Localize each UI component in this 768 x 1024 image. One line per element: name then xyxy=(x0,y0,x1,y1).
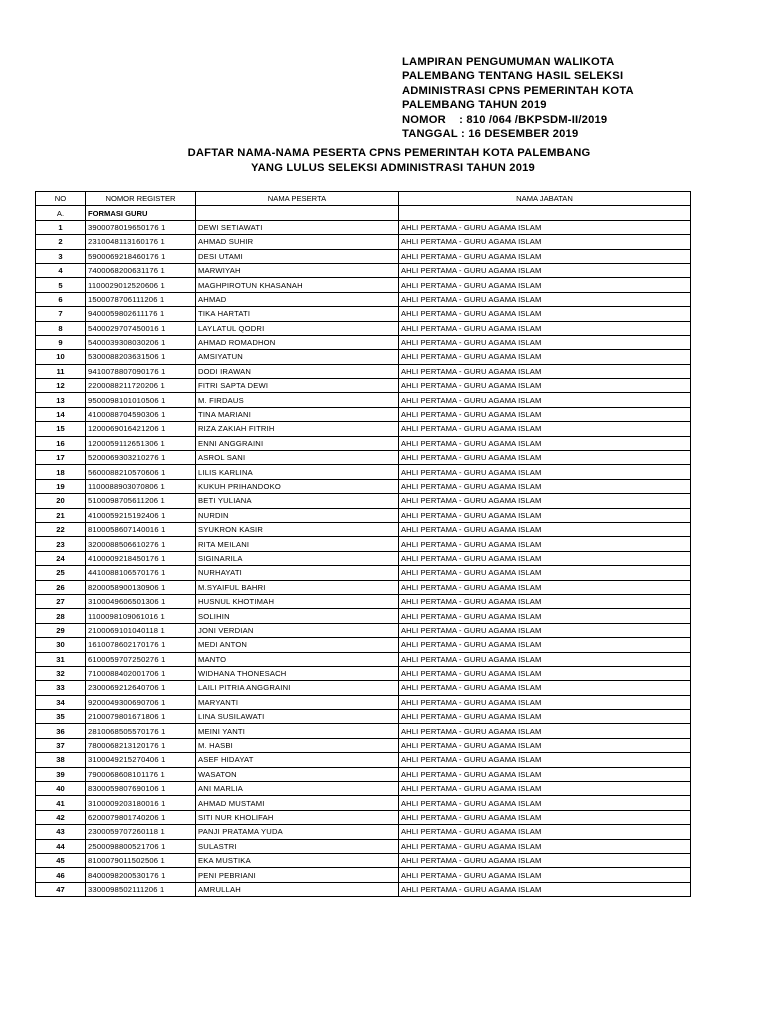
register-number: 8100079011502506 1 xyxy=(86,853,196,867)
table-row xyxy=(36,566,691,580)
register-number: 5200069303210276 1 xyxy=(86,451,196,465)
register-number: 3200088506610276 1 xyxy=(86,537,196,551)
participant-name: RITA MEILANI xyxy=(196,537,399,551)
header-line-nomor: NOMOR : 810 /064 /BKPSDM-II/2019 xyxy=(402,113,608,126)
announcement-header xyxy=(402,55,702,141)
position-name: AHLI PERTAMA - GURU AGAMA ISLAM xyxy=(399,839,691,853)
position-name: AHLI PERTAMA - GURU AGAMA ISLAM xyxy=(399,738,691,752)
position-name: AHLI PERTAMA - GURU AGAMA ISLAM xyxy=(399,508,691,522)
register-number: 3100009203180016 1 xyxy=(86,796,196,810)
row-number: 9 xyxy=(36,335,86,349)
participant-name: MARYANTI xyxy=(196,695,399,709)
row-number: 5 xyxy=(36,278,86,292)
position-name: AHLI PERTAMA - GURU AGAMA ISLAM xyxy=(399,782,691,796)
position-name: AHLI PERTAMA - GURU AGAMA ISLAM xyxy=(399,681,691,695)
position-name: AHLI PERTAMA - GURU AGAMA ISLAM xyxy=(399,465,691,479)
row-number: 33 xyxy=(36,681,86,695)
table-row xyxy=(36,508,691,522)
register-number: 9200049300690706 1 xyxy=(86,695,196,709)
position-name: AHLI PERTAMA - GURU AGAMA ISLAM xyxy=(399,825,691,839)
row-number: 8 xyxy=(36,321,86,335)
participant-name: SIGINARILA xyxy=(196,551,399,565)
participant-name: DEWI SETIAWATI xyxy=(196,220,399,234)
participant-name: PENI PEBRIANI xyxy=(196,868,399,882)
register-number: 2810068505570176 1 xyxy=(86,724,196,738)
position-name: AHLI PERTAMA - GURU AGAMA ISLAM xyxy=(399,407,691,421)
row-number: 22 xyxy=(36,522,86,536)
position-name: AHLI PERTAMA - GURU AGAMA ISLAM xyxy=(399,220,691,234)
participant-name: LAYLATUL QODRI xyxy=(196,321,399,335)
participant-name: AMRULLAH xyxy=(196,882,399,896)
section-label: FORMASI GURU xyxy=(86,206,196,220)
position-name: AHLI PERTAMA - GURU AGAMA ISLAM xyxy=(399,710,691,724)
table-row xyxy=(36,537,691,551)
register-number: 1500078706111206 1 xyxy=(86,292,196,306)
column-header-register: NOMOR REGISTER xyxy=(86,192,196,206)
participant-name: BETI YULIANA xyxy=(196,494,399,508)
table-row xyxy=(36,335,691,349)
row-number: 21 xyxy=(36,508,86,522)
row-number: 11 xyxy=(36,364,86,378)
register-number: 1200059112651306 1 xyxy=(86,436,196,450)
participant-name: HUSNUL KHOTIMAH xyxy=(196,594,399,608)
position-name: AHLI PERTAMA - GURU AGAMA ISLAM xyxy=(399,393,691,407)
row-number: 30 xyxy=(36,638,86,652)
row-number: 23 xyxy=(36,537,86,551)
row-number: 18 xyxy=(36,465,86,479)
position-name: AHLI PERTAMA - GURU AGAMA ISLAM xyxy=(399,724,691,738)
table-row xyxy=(36,465,691,479)
header-line: PALEMBANG TAHUN 2019 xyxy=(402,99,547,112)
register-number: 5300088203631506 1 xyxy=(86,350,196,364)
participant-name: MARWIYAH xyxy=(196,263,399,277)
position-name: AHLI PERTAMA - GURU AGAMA ISLAM xyxy=(399,350,691,364)
register-number: 4100088704590306 1 xyxy=(86,407,196,421)
position-name: AHLI PERTAMA - GURU AGAMA ISLAM xyxy=(399,767,691,781)
row-number: 4 xyxy=(36,263,86,277)
participant-name: LAILI PITRIA ANGGRAINI xyxy=(196,681,399,695)
register-number: 8400098200530176 1 xyxy=(86,868,196,882)
header-line: ADMINISTRASI CPNS PEMERINTAH KOTA xyxy=(402,84,634,97)
table-row xyxy=(36,724,691,738)
row-number: 1 xyxy=(36,220,86,234)
header-line-tanggal: TANGGAL : 16 DESEMBER 2019 xyxy=(402,128,579,141)
row-number: 19 xyxy=(36,479,86,493)
participant-name: AHMAD SUHIR xyxy=(196,235,399,249)
row-number: 44 xyxy=(36,839,86,853)
participant-name: SITI NUR KHOLIFAH xyxy=(196,810,399,824)
participant-name: MEDI ANTON xyxy=(196,638,399,652)
section-row xyxy=(36,206,691,220)
participant-name: M. HASBI xyxy=(196,738,399,752)
participant-name: NURDIN xyxy=(196,508,399,522)
title-line-2: YANG LULUS SELEKSI ADMINISTRASI TAHUN 2019 xyxy=(251,161,535,174)
table-row xyxy=(36,278,691,292)
participant-name: WIDHANA THONESACH xyxy=(196,666,399,680)
table-row xyxy=(36,652,691,666)
column-header-position: NAMA JABATAN xyxy=(399,192,691,206)
participant-name: KUKUH PRIHANDOKO xyxy=(196,479,399,493)
table-row xyxy=(36,220,691,234)
table-row xyxy=(36,263,691,277)
position-name: AHLI PERTAMA - GURU AGAMA ISLAM xyxy=(399,307,691,321)
register-number: 8100058607140016 1 xyxy=(86,522,196,536)
position-name: AHLI PERTAMA - GURU AGAMA ISLAM xyxy=(399,753,691,767)
position-name: AHLI PERTAMA - GURU AGAMA ISLAM xyxy=(399,235,691,249)
table-row xyxy=(36,839,691,853)
table-row xyxy=(36,767,691,781)
participant-name: ENNI ANGGRAINI xyxy=(196,436,399,450)
register-number: 4410088106570176 1 xyxy=(86,566,196,580)
participant-name: SULASTRI xyxy=(196,839,399,853)
position-name: AHLI PERTAMA - GURU AGAMA ISLAM xyxy=(399,321,691,335)
register-number: 5400039308030206 1 xyxy=(86,335,196,349)
row-number: 35 xyxy=(36,710,86,724)
participant-name: LINA SUSILAWATI xyxy=(196,710,399,724)
participant-name: MEINI YANTI xyxy=(196,724,399,738)
table-row xyxy=(36,350,691,364)
document-title xyxy=(0,146,768,175)
row-number: 36 xyxy=(36,724,86,738)
register-number: 3900078019650176 1 xyxy=(86,220,196,234)
register-number: 3100049606501306 1 xyxy=(86,594,196,608)
register-number: 5400029707450016 1 xyxy=(86,321,196,335)
row-number: 13 xyxy=(36,393,86,407)
header-line: LAMPIRAN PENGUMUMAN WALIKOTA xyxy=(402,56,615,68)
position-name: AHLI PERTAMA - GURU AGAMA ISLAM xyxy=(399,868,691,882)
register-number: 2100079801671806 1 xyxy=(86,710,196,724)
table-row xyxy=(36,623,691,637)
participant-name: ASEF HIDAYAT xyxy=(196,753,399,767)
position-name: AHLI PERTAMA - GURU AGAMA ISLAM xyxy=(399,666,691,680)
table-row xyxy=(36,609,691,623)
table-row xyxy=(36,710,691,724)
register-number: 2300059707260118 1 xyxy=(86,825,196,839)
participant-name: AHMAD ROMADHON xyxy=(196,335,399,349)
register-number: 2200088211720206 1 xyxy=(86,379,196,393)
table-row xyxy=(36,422,691,436)
position-name: AHLI PERTAMA - GURU AGAMA ISLAM xyxy=(399,566,691,580)
table-row xyxy=(36,393,691,407)
register-number: 4100059215192406 1 xyxy=(86,508,196,522)
row-number: 3 xyxy=(36,249,86,263)
table-row xyxy=(36,753,691,767)
register-number: 1610078602170176 1 xyxy=(86,638,196,652)
participant-name: AHMAD xyxy=(196,292,399,306)
register-number: 2500098800521706 1 xyxy=(86,839,196,853)
row-number: 46 xyxy=(36,868,86,882)
position-name: AHLI PERTAMA - GURU AGAMA ISLAM xyxy=(399,451,691,465)
position-name: AHLI PERTAMA - GURU AGAMA ISLAM xyxy=(399,494,691,508)
register-number: 7400068200631176 1 xyxy=(86,263,196,277)
row-number: 29 xyxy=(36,623,86,637)
row-number: 20 xyxy=(36,494,86,508)
position-name: AHLI PERTAMA - GURU AGAMA ISLAM xyxy=(399,810,691,824)
section-empty-cell xyxy=(196,206,399,220)
participant-name: ANI MARLIA xyxy=(196,782,399,796)
participant-name: LILIS KARLINA xyxy=(196,465,399,479)
register-number: 7800068213120176 1 xyxy=(86,738,196,752)
position-name: AHLI PERTAMA - GURU AGAMA ISLAM xyxy=(399,551,691,565)
position-name: AHLI PERTAMA - GURU AGAMA ISLAM xyxy=(399,652,691,666)
participant-name: M.SYAIFUL BAHRI xyxy=(196,580,399,594)
table-row xyxy=(36,853,691,867)
table-row xyxy=(36,551,691,565)
register-number: 1100098109061016 1 xyxy=(86,609,196,623)
participant-name: NURHAYATI xyxy=(196,566,399,580)
position-name: AHLI PERTAMA - GURU AGAMA ISLAM xyxy=(399,249,691,263)
title-line-1: DAFTAR NAMA-NAMA PESERTA CPNS PEMERINTAH KOTA PALEMBANG xyxy=(187,147,591,159)
participant-name: DESI UTAMI xyxy=(196,249,399,263)
position-name: AHLI PERTAMA - GURU AGAMA ISLAM xyxy=(399,609,691,623)
participant-name: AMSIYATUN xyxy=(196,350,399,364)
position-name: AHLI PERTAMA - GURU AGAMA ISLAM xyxy=(399,278,691,292)
register-number: 4100009218450176 1 xyxy=(86,551,196,565)
participant-name: RIZA ZAKIAH FITRIH xyxy=(196,422,399,436)
row-number: 37 xyxy=(36,738,86,752)
position-name: AHLI PERTAMA - GURU AGAMA ISLAM xyxy=(399,364,691,378)
row-number: 2 xyxy=(36,235,86,249)
position-name: AHLI PERTAMA - GURU AGAMA ISLAM xyxy=(399,853,691,867)
table-row xyxy=(36,810,691,824)
column-header-no: NO xyxy=(36,192,86,206)
row-number: 15 xyxy=(36,422,86,436)
participant-name: SOLIHIN xyxy=(196,609,399,623)
table-row xyxy=(36,436,691,450)
participant-name: MAGHPIROTUN KHASANAH xyxy=(196,278,399,292)
table-row xyxy=(36,796,691,810)
row-number: 28 xyxy=(36,609,86,623)
register-number: 5100098705611206 1 xyxy=(86,494,196,508)
participant-name: ASROL SANI xyxy=(196,451,399,465)
table-row xyxy=(36,868,691,882)
position-name: AHLI PERTAMA - GURU AGAMA ISLAM xyxy=(399,695,691,709)
register-number: 1100088903070806 1 xyxy=(86,479,196,493)
position-name: AHLI PERTAMA - GURU AGAMA ISLAM xyxy=(399,379,691,393)
row-number: 25 xyxy=(36,566,86,580)
row-number: 27 xyxy=(36,594,86,608)
participant-name: WASATON xyxy=(196,767,399,781)
position-name: AHLI PERTAMA - GURU AGAMA ISLAM xyxy=(399,537,691,551)
position-name: AHLI PERTAMA - GURU AGAMA ISLAM xyxy=(399,638,691,652)
register-number: 1200069016421206 1 xyxy=(86,422,196,436)
register-number: 5900069218460176 1 xyxy=(86,249,196,263)
table-row xyxy=(36,292,691,306)
row-number: 39 xyxy=(36,767,86,781)
position-name: AHLI PERTAMA - GURU AGAMA ISLAM xyxy=(399,436,691,450)
row-number: 41 xyxy=(36,796,86,810)
table-header-row xyxy=(36,192,691,206)
table-row xyxy=(36,307,691,321)
position-name: AHLI PERTAMA - GURU AGAMA ISLAM xyxy=(399,522,691,536)
row-number: 26 xyxy=(36,580,86,594)
table-row xyxy=(36,825,691,839)
table-row xyxy=(36,638,691,652)
participant-name: M. FIRDAUS xyxy=(196,393,399,407)
column-header-name: NAMA PESERTA xyxy=(196,192,399,206)
register-number: 1100029012520606 1 xyxy=(86,278,196,292)
participant-name: MANTO xyxy=(196,652,399,666)
position-name: AHLI PERTAMA - GURU AGAMA ISLAM xyxy=(399,594,691,608)
position-name: AHLI PERTAMA - GURU AGAMA ISLAM xyxy=(399,580,691,594)
register-number: 2100069101040118 1 xyxy=(86,623,196,637)
participant-name: SYUKRON KASIR xyxy=(196,522,399,536)
table-row xyxy=(36,594,691,608)
row-number: 6 xyxy=(36,292,86,306)
row-number: 42 xyxy=(36,810,86,824)
register-number: 7900068608101176 1 xyxy=(86,767,196,781)
participant-table xyxy=(35,191,691,897)
row-number: 38 xyxy=(36,753,86,767)
section-number: A. xyxy=(36,206,86,220)
position-name: AHLI PERTAMA - GURU AGAMA ISLAM xyxy=(399,263,691,277)
participant-name: TINA MARIANI xyxy=(196,407,399,421)
row-number: 40 xyxy=(36,782,86,796)
participant-name: AHMAD MUSTAMI xyxy=(196,796,399,810)
section-empty-cell xyxy=(399,206,691,220)
participant-name: TIKA HARTATI xyxy=(196,307,399,321)
register-number: 9410078807090176 1 xyxy=(86,364,196,378)
table-row xyxy=(36,379,691,393)
position-name: AHLI PERTAMA - GURU AGAMA ISLAM xyxy=(399,335,691,349)
table-row xyxy=(36,782,691,796)
row-number: 24 xyxy=(36,551,86,565)
participant-name: JONI VERDIAN xyxy=(196,623,399,637)
table-row xyxy=(36,882,691,896)
position-name: AHLI PERTAMA - GURU AGAMA ISLAM xyxy=(399,623,691,637)
participant-name: EKA MUSTIKA xyxy=(196,853,399,867)
position-name: AHLI PERTAMA - GURU AGAMA ISLAM xyxy=(399,422,691,436)
register-number: 9500098101010506 1 xyxy=(86,393,196,407)
row-number: 47 xyxy=(36,882,86,896)
header-line: PALEMBANG TENTANG HASIL SELEKSI xyxy=(402,70,624,83)
participant-name: PANJI PRATAMA YUDA xyxy=(196,825,399,839)
register-number: 9400059802611176 1 xyxy=(86,307,196,321)
register-number: 2300069212640706 1 xyxy=(86,681,196,695)
table-row xyxy=(36,494,691,508)
table-row xyxy=(36,580,691,594)
register-number: 3100049215270406 1 xyxy=(86,753,196,767)
participant-name: FITRI SAPTA DEWI xyxy=(196,379,399,393)
row-number: 32 xyxy=(36,666,86,680)
table-row xyxy=(36,666,691,680)
register-number: 6100059707250276 1 xyxy=(86,652,196,666)
row-number: 14 xyxy=(36,407,86,421)
register-number: 6200079801740206 1 xyxy=(86,810,196,824)
row-number: 16 xyxy=(36,436,86,450)
position-name: AHLI PERTAMA - GURU AGAMA ISLAM xyxy=(399,796,691,810)
table-row xyxy=(36,681,691,695)
table-row xyxy=(36,695,691,709)
register-number: 3300098502111206 1 xyxy=(86,882,196,896)
register-number: 8200058900130906 1 xyxy=(86,580,196,594)
row-number: 10 xyxy=(36,350,86,364)
row-number: 43 xyxy=(36,825,86,839)
row-number: 12 xyxy=(36,379,86,393)
position-name: AHLI PERTAMA - GURU AGAMA ISLAM xyxy=(399,479,691,493)
position-name: AHLI PERTAMA - GURU AGAMA ISLAM xyxy=(399,882,691,896)
table-row xyxy=(36,235,691,249)
row-number: 45 xyxy=(36,853,86,867)
row-number: 17 xyxy=(36,451,86,465)
row-number: 7 xyxy=(36,307,86,321)
register-number: 7100088402001706 1 xyxy=(86,666,196,680)
table-row xyxy=(36,249,691,263)
table-row xyxy=(36,451,691,465)
row-number: 34 xyxy=(36,695,86,709)
participant-name: DODI IRAWAN xyxy=(196,364,399,378)
row-number: 31 xyxy=(36,652,86,666)
table-row xyxy=(36,522,691,536)
table-row xyxy=(36,407,691,421)
table-row xyxy=(36,479,691,493)
register-number: 8300059807690106 1 xyxy=(86,782,196,796)
register-number: 5600088210570606 1 xyxy=(86,465,196,479)
register-number: 2310048113160176 1 xyxy=(86,235,196,249)
table-row xyxy=(36,364,691,378)
table-row xyxy=(36,321,691,335)
position-name: AHLI PERTAMA - GURU AGAMA ISLAM xyxy=(399,292,691,306)
table-row xyxy=(36,738,691,752)
